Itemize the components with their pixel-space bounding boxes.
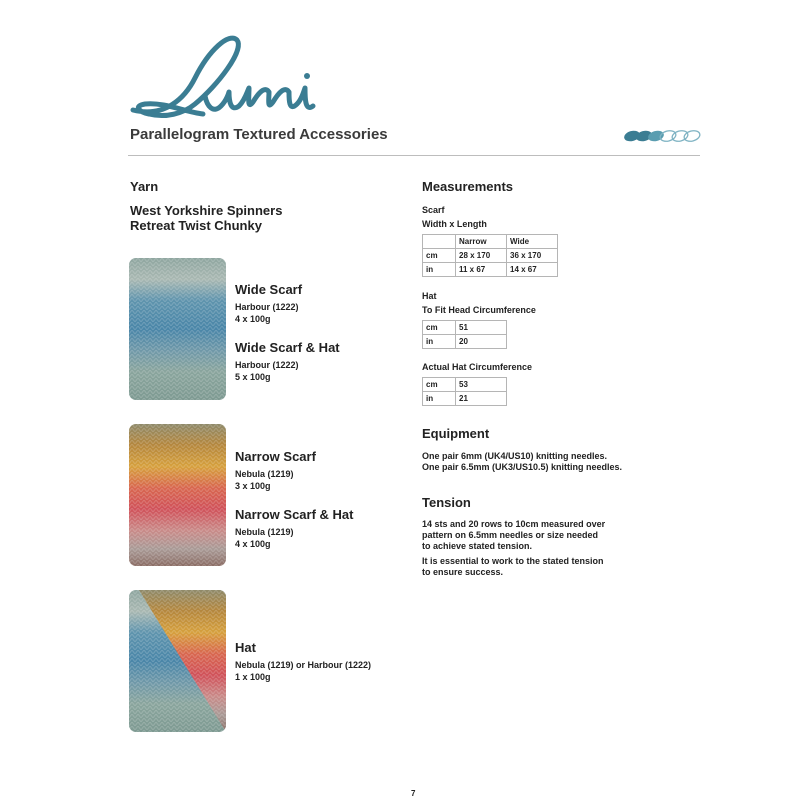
product-details bbox=[235, 359, 340, 383]
equipment-line: One pair 6.5mm (UK3/US10.5) knitting needles. bbox=[422, 462, 623, 472]
tension-line: 14 sts and 20 rows to 10cm measured over bbox=[422, 519, 606, 529]
hat-sub-label: To Fit Head Circumference bbox=[422, 305, 536, 315]
tension-line: pattern on 6.5mm needles or size needed bbox=[422, 530, 599, 540]
table-cell bbox=[423, 235, 456, 249]
product-wide-scarf bbox=[235, 282, 302, 325]
product-name: Wide Scarf & Hat bbox=[235, 340, 340, 355]
header-divider bbox=[128, 155, 700, 156]
table-row bbox=[423, 335, 507, 349]
product-details bbox=[235, 659, 371, 683]
hat-measurements-table bbox=[422, 320, 507, 349]
equipment-text bbox=[422, 451, 652, 473]
tension-text bbox=[422, 519, 652, 578]
table-row bbox=[423, 378, 507, 392]
twisted-cord-icon bbox=[624, 128, 702, 144]
tension-line: to ensure success. bbox=[422, 567, 504, 577]
product-name: Hat bbox=[235, 640, 256, 655]
product-shade: Nebula (1219) or Harbour (1222) bbox=[235, 660, 372, 670]
actual-hat-table bbox=[422, 377, 507, 406]
lumi-logo bbox=[125, 22, 325, 122]
yarn-name-line1: West Yorkshire Spinners bbox=[130, 203, 283, 218]
tension-line: to achieve stated tension. bbox=[422, 541, 533, 551]
table-header: Wide bbox=[507, 235, 558, 249]
measurements-heading: Measurements bbox=[422, 179, 514, 194]
hat-yarn-swatch-image bbox=[129, 590, 226, 732]
nebula-yarn-swatch-image bbox=[129, 424, 226, 566]
product-quantity: 5 x 100g bbox=[235, 372, 271, 382]
table-cell: 11 x 67 bbox=[456, 263, 507, 277]
table-cell: 28 x 170 bbox=[456, 249, 507, 263]
product-shade: Harbour (1222) bbox=[235, 360, 299, 370]
table-cell: in bbox=[423, 392, 456, 406]
yarn-name-line2: Retreat Twist Chunky bbox=[130, 218, 262, 233]
table-cell: 51 bbox=[456, 321, 507, 335]
product-quantity: 3 x 100g bbox=[235, 481, 271, 491]
tension-heading: Tension bbox=[422, 495, 471, 510]
table-cell: in bbox=[423, 335, 456, 349]
hat-label: Hat bbox=[422, 291, 437, 301]
table-cell: cm bbox=[423, 249, 456, 263]
scarf-sub-label: Width x Length bbox=[422, 219, 487, 229]
scarf-label: Scarf bbox=[422, 205, 445, 215]
table-cell: 14 x 67 bbox=[507, 263, 558, 277]
yarn-name bbox=[130, 203, 330, 233]
table-row bbox=[423, 249, 558, 263]
equipment-heading: Equipment bbox=[422, 426, 490, 441]
table-cell: cm bbox=[423, 321, 456, 335]
table-cell: 53 bbox=[456, 378, 507, 392]
product-shade: Nebula (1219) bbox=[235, 527, 294, 537]
product-narrow-scarf bbox=[235, 449, 316, 492]
product-hat bbox=[235, 640, 371, 683]
table-cell: 36 x 170 bbox=[507, 249, 558, 263]
page-number: 7 bbox=[411, 789, 416, 798]
product-shade: Harbour (1222) bbox=[235, 302, 299, 312]
harbour-yarn-swatch-image bbox=[129, 258, 226, 400]
product-quantity: 4 x 100g bbox=[235, 314, 271, 324]
table-cell: 21 bbox=[456, 392, 507, 406]
table-row bbox=[423, 235, 558, 249]
product-name: Narrow Scarf bbox=[235, 449, 316, 464]
product-name: Narrow Scarf & Hat bbox=[235, 507, 354, 522]
scarf-measurements-table bbox=[422, 234, 558, 277]
product-details bbox=[235, 468, 316, 492]
table-header: Narrow bbox=[456, 235, 507, 249]
product-quantity: 1 x 100g bbox=[235, 672, 271, 682]
logo-script-mark bbox=[125, 22, 325, 122]
product-name: Wide Scarf bbox=[235, 282, 303, 297]
product-details bbox=[235, 301, 302, 325]
table-row bbox=[423, 392, 507, 406]
product-shade: Nebula (1219) bbox=[235, 469, 294, 479]
table-cell: in bbox=[423, 263, 456, 277]
product-wide-scarf-hat bbox=[235, 340, 340, 383]
table-row bbox=[423, 263, 558, 277]
product-quantity: 4 x 100g bbox=[235, 539, 271, 549]
product-narrow-scarf-hat bbox=[235, 507, 353, 550]
product-details bbox=[235, 526, 353, 550]
table-row bbox=[423, 321, 507, 335]
actual-hat-label: Actual Hat Circumference bbox=[422, 362, 533, 372]
tension-line: It is essential to work to the stated tension bbox=[422, 556, 604, 566]
yarn-heading: Yarn bbox=[130, 179, 159, 194]
equipment-line: One pair 6mm (UK4/US10) knitting needles. bbox=[422, 451, 608, 461]
table-cell: 20 bbox=[456, 335, 507, 349]
table-cell: cm bbox=[423, 378, 456, 392]
page-subtitle: Parallelogram Textured Accessories bbox=[130, 126, 388, 143]
